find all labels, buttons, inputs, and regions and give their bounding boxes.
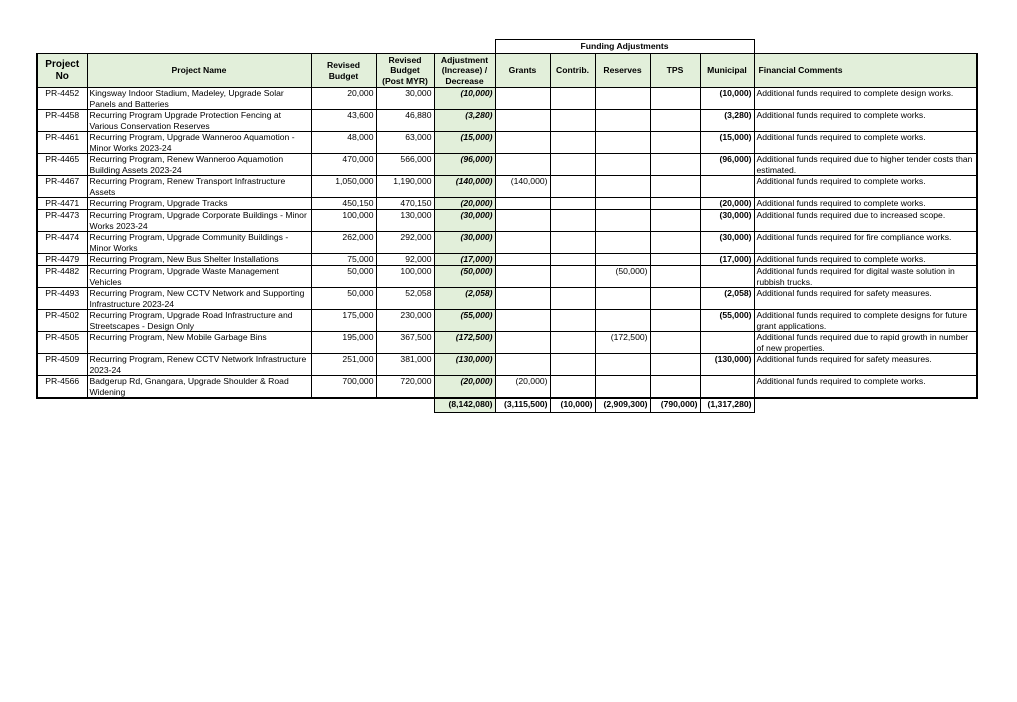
project-name: Recurring Program, Upgrade Corporate Buildings - Minor Works 2023-24 [87, 210, 311, 232]
contrib [550, 176, 595, 198]
revised-budget-post-myr: 100,000 [376, 266, 434, 288]
financial-comment: Additional funds required to complete works. [754, 254, 977, 266]
adjustment: (30,000) [434, 210, 495, 232]
revised-budget: 43,600 [311, 110, 376, 132]
revised-budget-post-myr: 381,000 [376, 354, 434, 376]
table-row [37, 198, 977, 210]
revised-budget-post-myr: 130,000 [376, 210, 434, 232]
contrib [550, 88, 595, 110]
project-name: Recurring Program, Upgrade Road Infrastructure and Streetscapes - Design Only [87, 310, 311, 332]
financial-comment: Additional funds required due to higher tender costs than estimated. [754, 154, 977, 176]
adjustment: (172,500) [434, 332, 495, 354]
adjustment: (15,000) [434, 132, 495, 154]
tps [650, 176, 700, 198]
project-name: Recurring Program, Renew CCTV Network Infrastructure 2023-24 [87, 354, 311, 376]
total-grants: (3,115,500) [495, 398, 550, 413]
contrib [550, 110, 595, 132]
adjustment: (96,000) [434, 154, 495, 176]
revised-budget: 50,000 [311, 288, 376, 310]
reserves [595, 210, 650, 232]
municipal: (15,000) [700, 132, 754, 154]
tps [650, 232, 700, 254]
revised-budget-post-myr: 1,190,000 [376, 176, 434, 198]
reserves [595, 232, 650, 254]
revised-budget: 1,050,000 [311, 176, 376, 198]
table-row [37, 288, 977, 310]
contrib [550, 254, 595, 266]
grants [495, 288, 550, 310]
revised-budget-post-myr: 92,000 [376, 254, 434, 266]
revised-budget: 251,000 [311, 354, 376, 376]
grants [495, 88, 550, 110]
reserves-header: Reserves [595, 54, 650, 88]
project-no-header: Project No [37, 54, 87, 88]
project-no: PR-4471 [37, 198, 87, 210]
financial-comment: Additional funds required to complete works. [754, 176, 977, 198]
tps [650, 254, 700, 266]
tps [650, 210, 700, 232]
grants-header: Grants [495, 54, 550, 88]
table-row [37, 132, 977, 154]
revised-budget-post-myr: 292,000 [376, 232, 434, 254]
financial-comment: Additional funds required to complete works. [754, 110, 977, 132]
revised-budget-post-myr: 720,000 [376, 376, 434, 399]
revised-budget: 700,000 [311, 376, 376, 399]
project-no: PR-4452 [37, 88, 87, 110]
revised-budget-post-myr: 52,058 [376, 288, 434, 310]
revised-budget: 48,000 [311, 132, 376, 154]
adjustment: (55,000) [434, 310, 495, 332]
tps [650, 132, 700, 154]
financial-comment: Additional funds required to complete works. [754, 132, 977, 154]
adjustment: (130,000) [434, 354, 495, 376]
grants [495, 354, 550, 376]
financial-comment: Additional funds required for digital waste solution in rubbish trucks. [754, 266, 977, 288]
reserves [595, 132, 650, 154]
reserves [595, 154, 650, 176]
reserves [595, 176, 650, 198]
reserves [595, 376, 650, 399]
adjustment: (140,000) [434, 176, 495, 198]
project-no: PR-4461 [37, 132, 87, 154]
revised-budget-post-myr: 30,000 [376, 88, 434, 110]
contrib [550, 310, 595, 332]
financial-comments-header: Financial Comments [754, 54, 977, 88]
municipal: (2,058) [700, 288, 754, 310]
grants [495, 232, 550, 254]
project-no: PR-4474 [37, 232, 87, 254]
revised-budget-post-myr: 230,000 [376, 310, 434, 332]
tps [650, 376, 700, 399]
financial-comment: Additional funds required due to rapid growth in number of new properties. [754, 332, 977, 354]
grants [495, 198, 550, 210]
contrib [550, 332, 595, 354]
adjustment-header: Adjustment (Increase) / Decrease [434, 54, 495, 88]
municipal: (30,000) [700, 210, 754, 232]
project-name: Recurring Program Upgrade Protection Fencing at Various Conservation Reserves [87, 110, 311, 132]
municipal: (10,000) [700, 88, 754, 110]
municipal: (55,000) [700, 310, 754, 332]
revised-budget: 50,000 [311, 266, 376, 288]
municipal: (17,000) [700, 254, 754, 266]
tps [650, 310, 700, 332]
table-row [37, 310, 977, 332]
revised-budget: 262,000 [311, 232, 376, 254]
financial-comment: Additional funds required to complete works. [754, 198, 977, 210]
financial-comment: Additional funds required for safety measures. [754, 354, 977, 376]
project-no: PR-4505 [37, 332, 87, 354]
municipal: (96,000) [700, 154, 754, 176]
project-no: PR-4566 [37, 376, 87, 399]
contrib [550, 198, 595, 210]
project-name: Kingsway Indoor Stadium, Madeley, Upgrade Solar Panels and Batteries [87, 88, 311, 110]
adjustment: (20,000) [434, 198, 495, 210]
contrib [550, 154, 595, 176]
project-name: Recurring Program, Upgrade Wanneroo Aquamotion - Minor Works 2023-24 [87, 132, 311, 154]
table-row [37, 254, 977, 266]
grants: (140,000) [495, 176, 550, 198]
reserves [595, 88, 650, 110]
municipal [700, 266, 754, 288]
project-name: Recurring Program, Upgrade Community Buildings - Minor Works [87, 232, 311, 254]
financial-comment: Additional funds required due to increased scope. [754, 210, 977, 232]
adjustment: (50,000) [434, 266, 495, 288]
tps [650, 88, 700, 110]
table-row [37, 332, 977, 354]
grants [495, 110, 550, 132]
table-row [37, 232, 977, 254]
municipal: (3,280) [700, 110, 754, 132]
municipal-header: Municipal [700, 54, 754, 88]
funding-adjustments-header: Funding Adjustments [495, 40, 754, 54]
revised-budget: 195,000 [311, 332, 376, 354]
project-no: PR-4509 [37, 354, 87, 376]
contrib-header: Contrib. [550, 54, 595, 88]
project-no: PR-4482 [37, 266, 87, 288]
project-name: Recurring Program, Upgrade Tracks [87, 198, 311, 210]
project-name: Recurring Program, Upgrade Waste Management Vehicles [87, 266, 311, 288]
tps [650, 354, 700, 376]
adjustment: (10,000) [434, 88, 495, 110]
contrib [550, 288, 595, 310]
project-name: Recurring Program, Renew Wanneroo Aquamotion Building Assets 2023-24 [87, 154, 311, 176]
project-name-header: Project Name [87, 54, 311, 88]
budget-adjustments-sheet [36, 39, 978, 413]
revised-budget-post-myr: 566,000 [376, 154, 434, 176]
total-tps: (790,000) [650, 398, 700, 413]
municipal [700, 176, 754, 198]
project-no: PR-4458 [37, 110, 87, 132]
contrib [550, 354, 595, 376]
totals-row [37, 398, 977, 413]
table-row [37, 110, 977, 132]
reserves [595, 110, 650, 132]
contrib [550, 266, 595, 288]
municipal: (20,000) [700, 198, 754, 210]
reserves [595, 198, 650, 210]
tps [650, 332, 700, 354]
financial-comment: Additional funds required to complete design works. [754, 88, 977, 110]
contrib [550, 210, 595, 232]
reserves [595, 254, 650, 266]
grants [495, 154, 550, 176]
financial-comment: Additional funds required for fire compliance works. [754, 232, 977, 254]
municipal [700, 376, 754, 399]
tps-header: TPS [650, 54, 700, 88]
revised-budget-post-myr: 470,150 [376, 198, 434, 210]
reserves: (50,000) [595, 266, 650, 288]
table-row [37, 354, 977, 376]
grants: (20,000) [495, 376, 550, 399]
municipal: (130,000) [700, 354, 754, 376]
municipal [700, 332, 754, 354]
total-reserves: (2,909,300) [595, 398, 650, 413]
reserves [595, 310, 650, 332]
tps [650, 198, 700, 210]
table-row [37, 176, 977, 198]
reserves: (172,500) [595, 332, 650, 354]
grants [495, 210, 550, 232]
project-no: PR-4465 [37, 154, 87, 176]
total-contrib: (10,000) [550, 398, 595, 413]
revised-budget-post-myr: 63,000 [376, 132, 434, 154]
revised-budget-post-myr: 46,880 [376, 110, 434, 132]
table-row [37, 266, 977, 288]
grants [495, 266, 550, 288]
project-no: PR-4473 [37, 210, 87, 232]
revised-budget-header: Revised Budget [311, 54, 376, 88]
total-municipal: (1,317,280) [700, 398, 754, 413]
tps [650, 154, 700, 176]
revised-budget: 100,000 [311, 210, 376, 232]
contrib [550, 132, 595, 154]
revised-budget: 75,000 [311, 254, 376, 266]
project-name: Recurring Program, New Mobile Garbage Bins [87, 332, 311, 354]
adjustment: (17,000) [434, 254, 495, 266]
financial-comment: Additional funds required to complete designs for future grant applications. [754, 310, 977, 332]
tps [650, 110, 700, 132]
project-name: Recurring Program, Renew Transport Infrastructure Assets [87, 176, 311, 198]
adjustment: (30,000) [434, 232, 495, 254]
total-adjustment: (8,142,080) [434, 398, 495, 413]
grants [495, 254, 550, 266]
budget-adjustments-table [36, 39, 978, 413]
contrib [550, 232, 595, 254]
financial-comment: Additional funds required to complete works. [754, 376, 977, 399]
contrib [550, 376, 595, 399]
tps [650, 266, 700, 288]
municipal: (30,000) [700, 232, 754, 254]
reserves [595, 354, 650, 376]
grants [495, 132, 550, 154]
adjustment: (2,058) [434, 288, 495, 310]
revised-budget-post-myr-header: Revised Budget (Post MYR) [376, 54, 434, 88]
project-name: Recurring Program, New CCTV Network and Supporting Infrastructure 2023-24 [87, 288, 311, 310]
revised-budget: 470,000 [311, 154, 376, 176]
table-row [37, 154, 977, 176]
revised-budget-post-myr: 367,500 [376, 332, 434, 354]
adjustment: (3,280) [434, 110, 495, 132]
adjustment: (20,000) [434, 376, 495, 399]
financial-comment: Additional funds required for safety measures. [754, 288, 977, 310]
revised-budget: 450,150 [311, 198, 376, 210]
project-name: Recurring Program, New Bus Shelter Installations [87, 254, 311, 266]
table-row [37, 88, 977, 110]
tps [650, 288, 700, 310]
table-row [37, 376, 977, 399]
grants [495, 332, 550, 354]
reserves [595, 288, 650, 310]
revised-budget: 20,000 [311, 88, 376, 110]
revised-budget: 175,000 [311, 310, 376, 332]
grants [495, 310, 550, 332]
project-name: Badgerup Rd, Gnangara, Upgrade Shoulder & Road Widening [87, 376, 311, 399]
table-row [37, 210, 977, 232]
project-no: PR-4493 [37, 288, 87, 310]
project-no: PR-4502 [37, 310, 87, 332]
project-no: PR-4467 [37, 176, 87, 198]
project-no: PR-4479 [37, 254, 87, 266]
